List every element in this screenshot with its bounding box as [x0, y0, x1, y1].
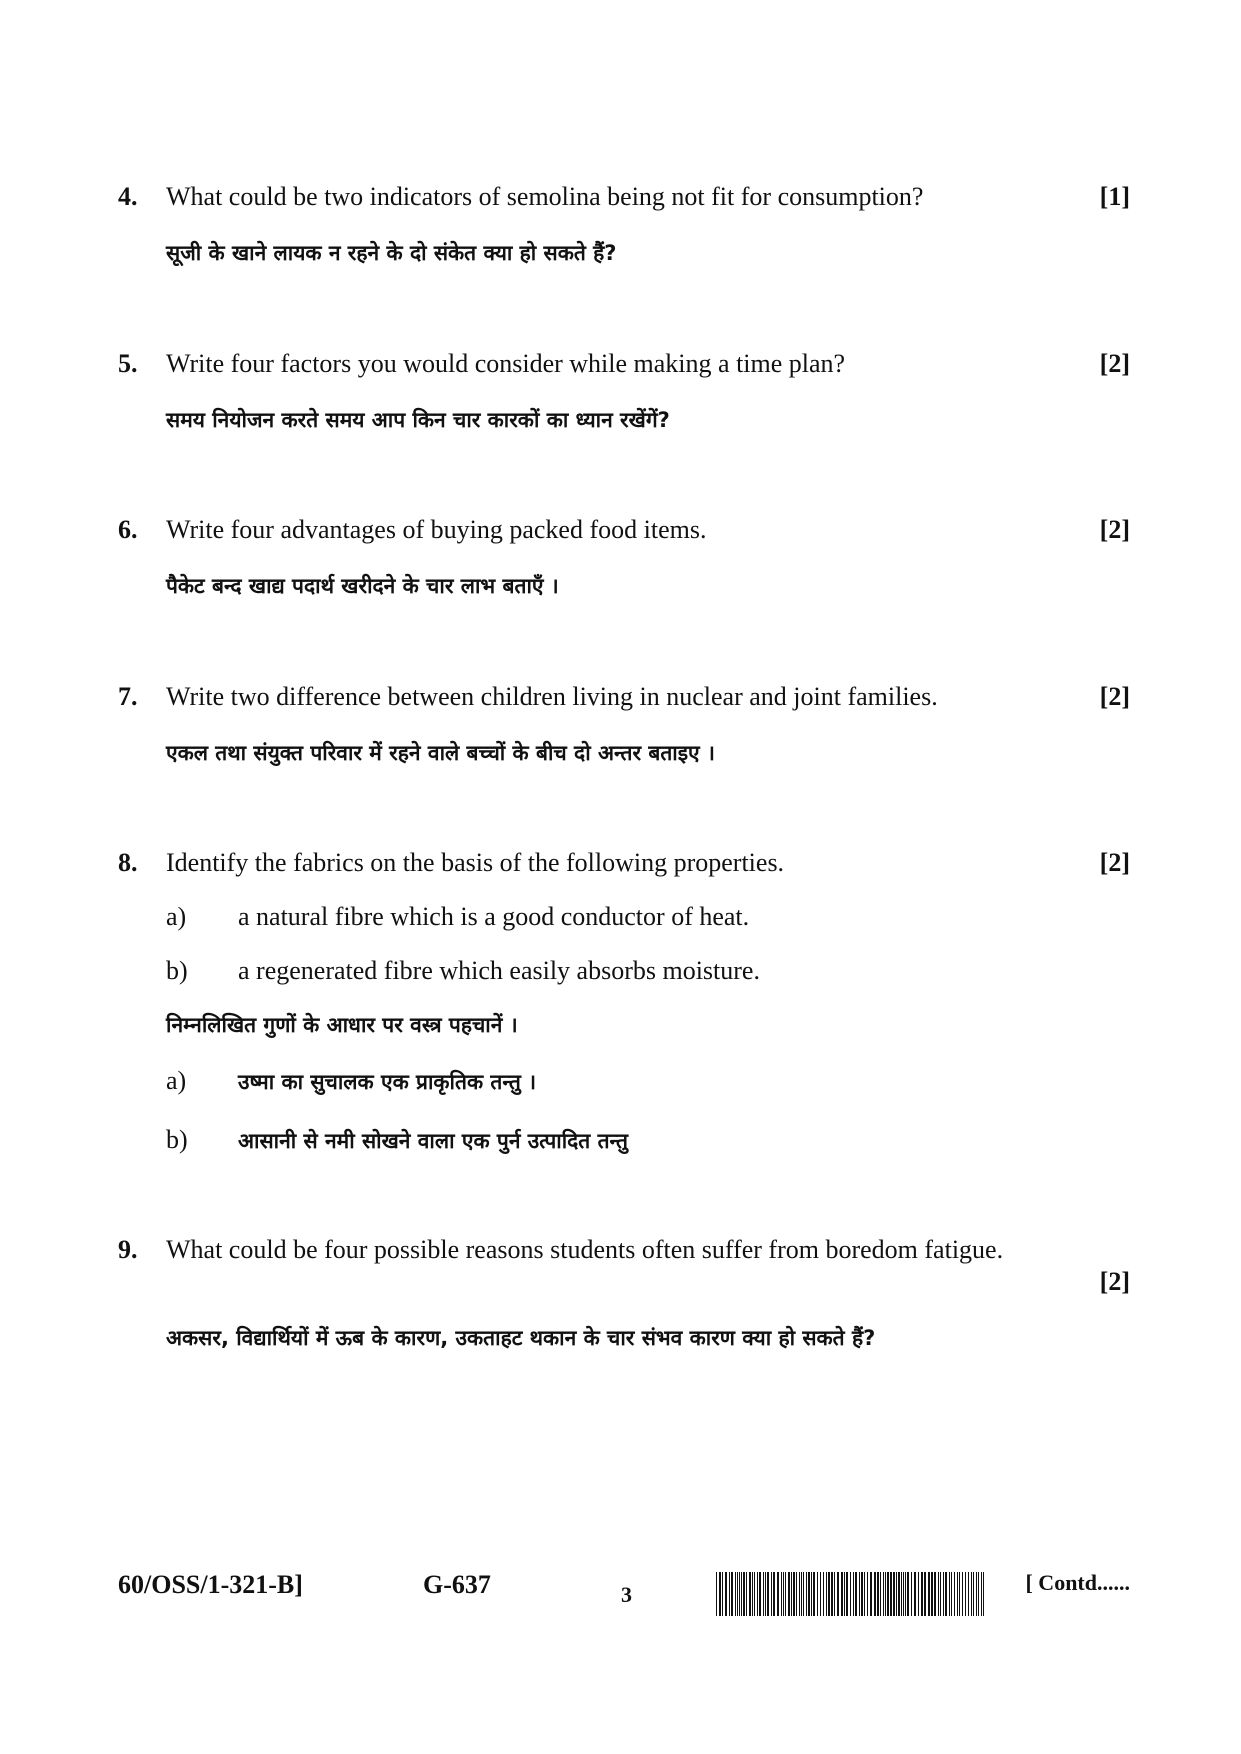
- question-number: 7.: [118, 682, 138, 711]
- question-9: [118, 1233, 1130, 1353]
- question-4: [118, 180, 1130, 268]
- question-text: Write four factors you would consider while making a time plan?: [166, 349, 846, 378]
- paper-code: 60/OSS/1-321-B]: [118, 1570, 303, 1599]
- page-footer: [118, 1570, 1130, 1620]
- question-7: [118, 680, 1130, 768]
- question-8: [118, 846, 1130, 1158]
- option-label: a): [166, 902, 187, 931]
- page-number: 3: [621, 1582, 632, 1607]
- marks: [2]: [1099, 848, 1130, 877]
- option-label: b): [166, 1125, 188, 1154]
- question-text-hindi: सूजी के खाने लायक न रहने के दो संकेत क्या हो सकते हैं?: [166, 241, 617, 265]
- barcode-image: [716, 1572, 988, 1616]
- marks: [2]: [1099, 682, 1130, 711]
- question-number: 8.: [118, 848, 138, 877]
- marks: [2]: [1099, 349, 1130, 378]
- option-a: [166, 900, 1130, 934]
- continued-label: [ Contd......: [1025, 1570, 1130, 1595]
- question-number: 4.: [118, 182, 138, 211]
- option-text: a natural fibre which is a good conductor of heat.: [238, 902, 750, 931]
- option-text: आसानी से नमी सोखने वाला एक पुर्न उत्पादित तन्तु: [238, 1129, 628, 1153]
- question-number: 5.: [118, 349, 138, 378]
- option-b: [166, 954, 1130, 988]
- question-text: What could be four possible reasons students often suffer from boredom fatigue.: [166, 1235, 1004, 1264]
- question-6: [118, 513, 1130, 601]
- question-text: Write four advantages of buying packed food items.: [166, 515, 707, 544]
- option-a-hindi: [166, 1064, 1130, 1099]
- question-text: What could be two indicators of semolina being not fit for consumption?: [166, 182, 924, 211]
- question-text-hindi: निम्नलिखित गुणों के आधार पर वस्त्र पहचानें ।: [166, 1013, 518, 1037]
- option-label: a): [166, 1066, 187, 1095]
- question-text: Identify the fabrics on the basis of the following properties.: [166, 848, 785, 877]
- question-text-hindi: समय नियोजन करते समय आप किन चार कारकों का ध्यान रखेंगें?: [166, 408, 670, 432]
- option-b-hindi: [166, 1123, 1130, 1158]
- question-text-hindi: अकसर, विद्यार्थियों में ऊब के कारण, उकताहट थकान के चार संभव कारण क्या हो सकते हैं?: [166, 1326, 876, 1350]
- option-text: a regenerated fibre which easily absorbs moisture.: [238, 956, 760, 985]
- marks: [1]: [1099, 182, 1130, 211]
- question-text-hindi: एकल तथा संयुक्त परिवार में रहने वाले बच्चों के बीच दो अन्तर बताइए ।: [166, 741, 715, 765]
- question-text: Write two difference between children living in nuclear and joint families.: [166, 682, 938, 711]
- marks: [2]: [1099, 515, 1130, 544]
- question-number: 6.: [118, 515, 138, 544]
- question-number: 9.: [118, 1235, 138, 1264]
- option-text: उष्मा का सुचालक एक प्राकृतिक तन्तु ।: [238, 1070, 537, 1094]
- option-label: b): [166, 956, 188, 985]
- question-text-hindi: पैकेट बन्द खाद्य पदार्थ खरीदने के चार लाभ बताएँ ।: [166, 574, 559, 598]
- marks: [2]: [1099, 1267, 1130, 1296]
- series-code: G-637: [423, 1570, 491, 1599]
- question-5: [118, 347, 1130, 435]
